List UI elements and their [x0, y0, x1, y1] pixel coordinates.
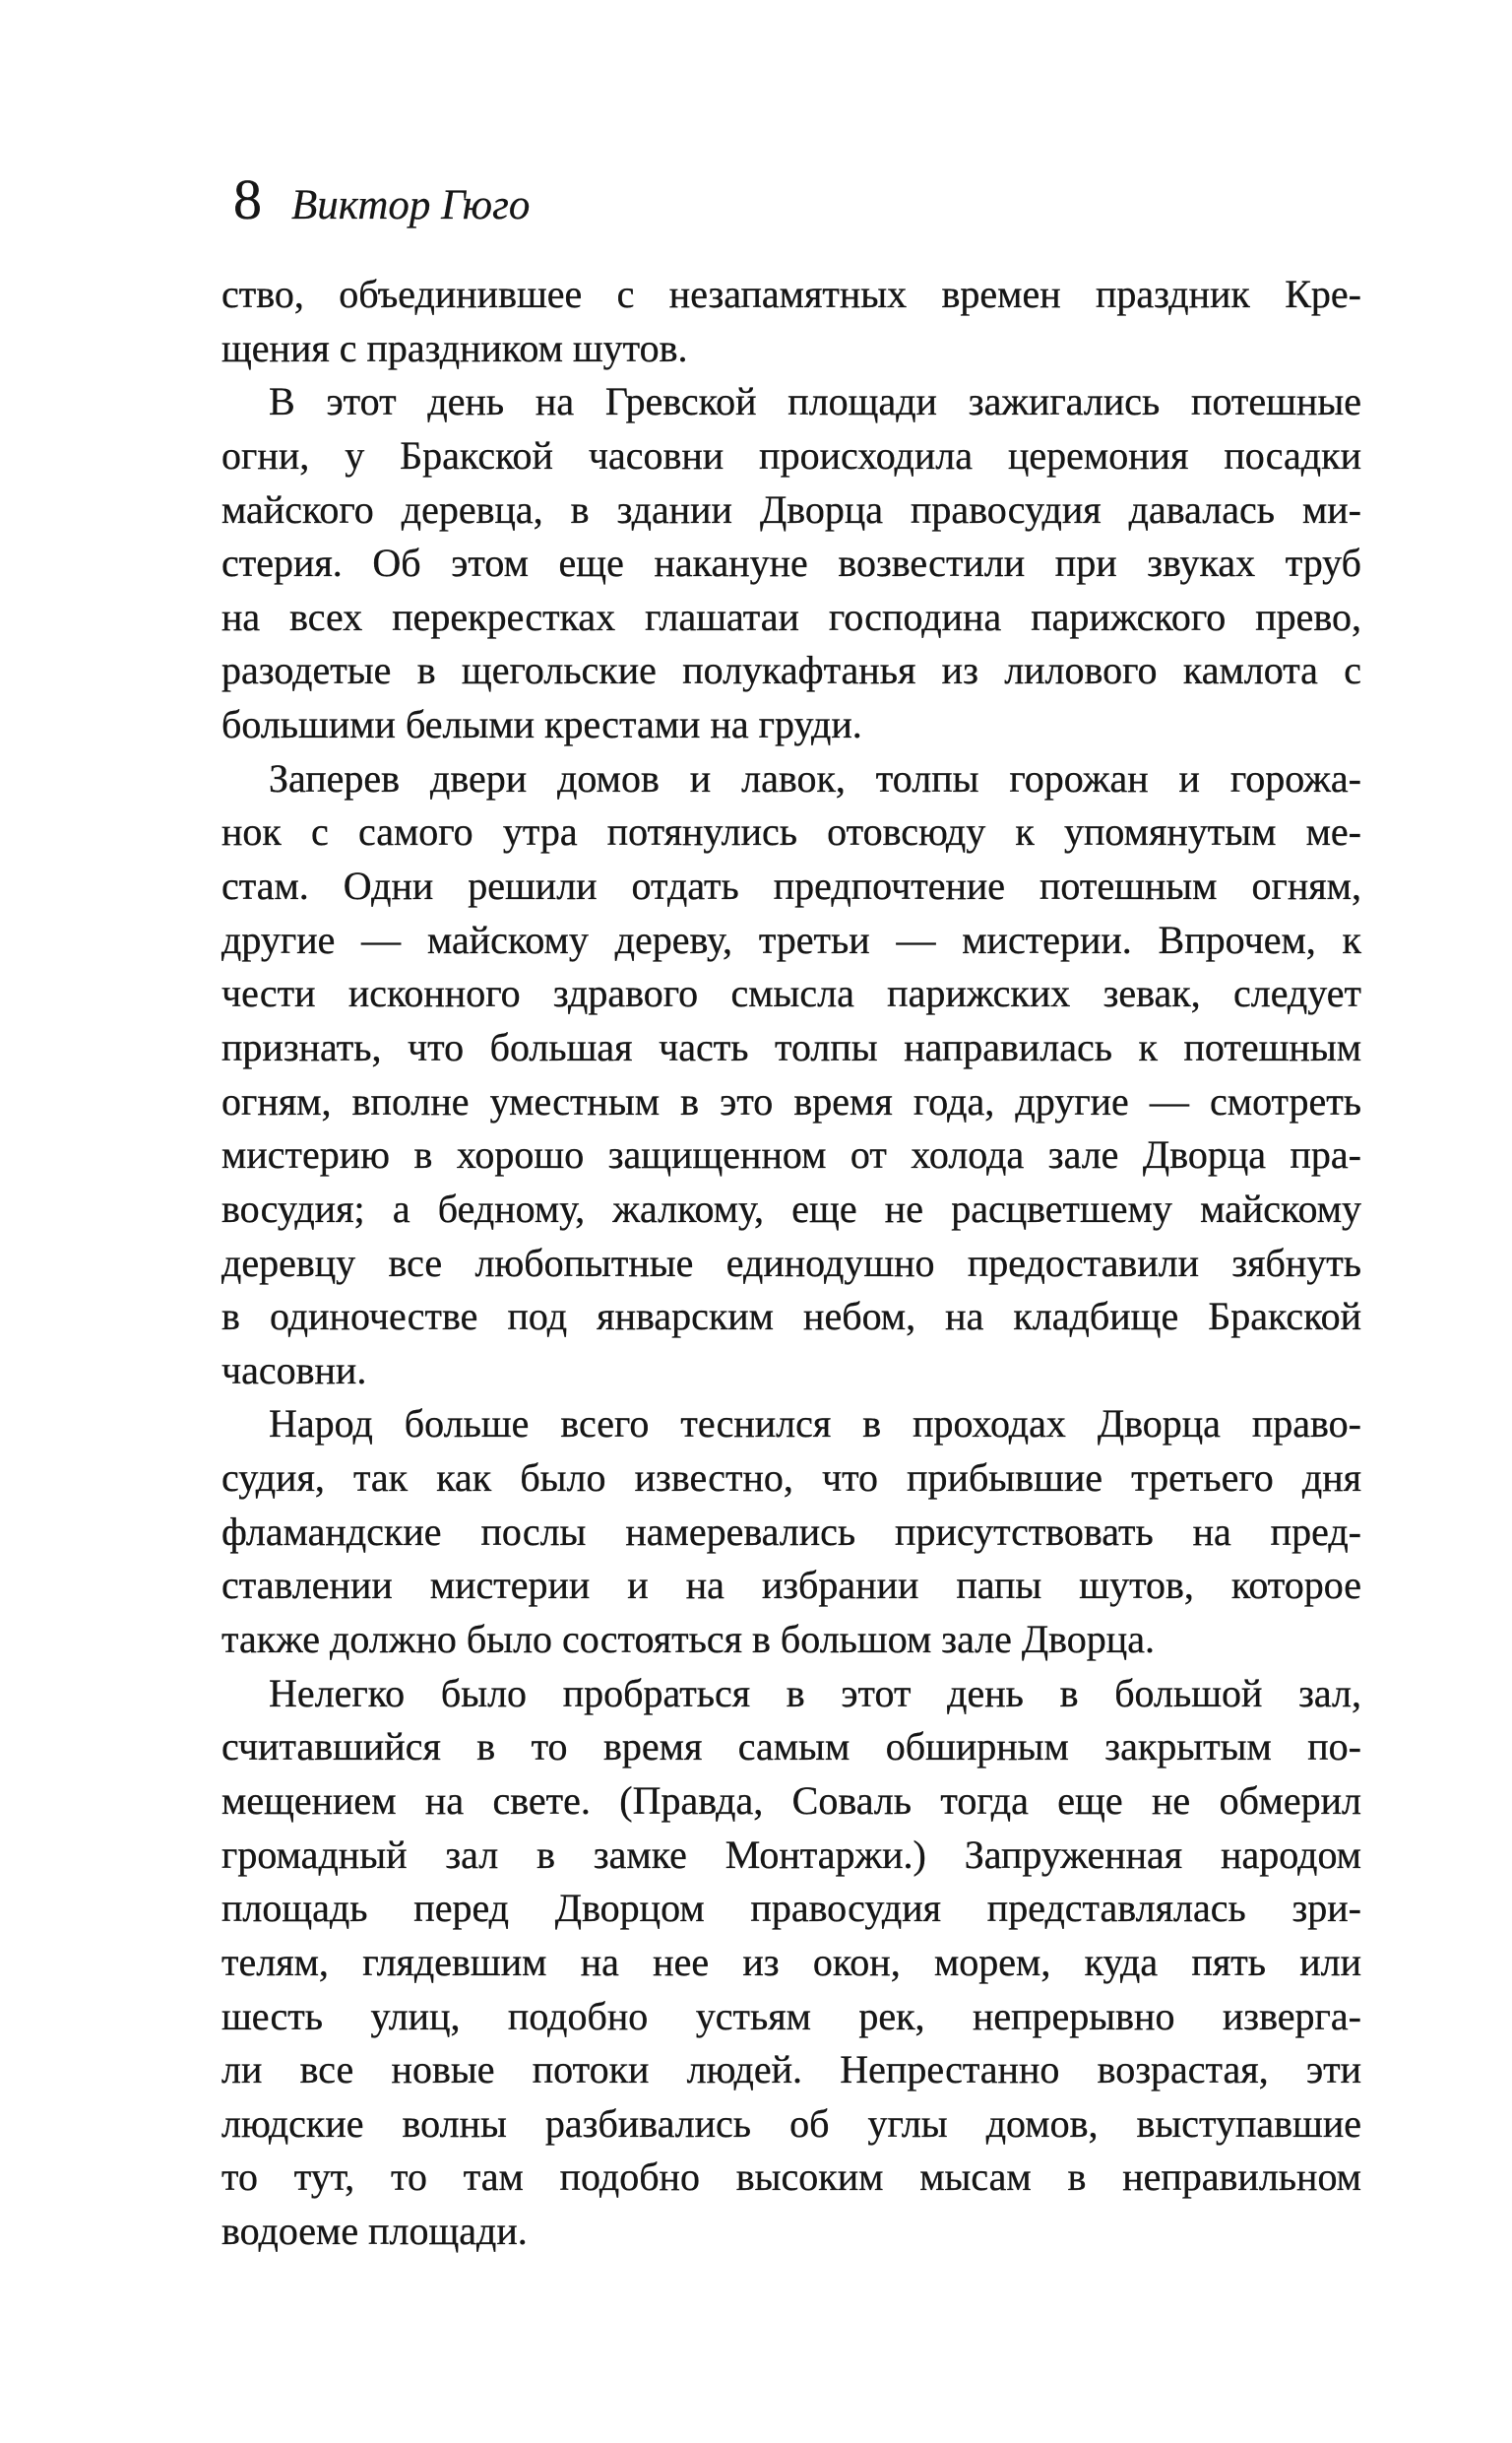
- text-line: признать, что большая часть толпы направилась к потешным: [221, 1024, 1361, 1069]
- text-line: щения с праздником шутов.: [221, 325, 688, 370]
- text-line: также должно было состояться в большом зале Дворца.: [221, 1617, 1155, 1662]
- text-line: восудия; а бедному, жалкому, еще не расцветшему майскому: [221, 1186, 1361, 1231]
- text-line: огни, у Бракской часовни происходила церемония посадки: [221, 432, 1361, 478]
- text-line: ство, объединившее с незапамятных времен праздник Кре-: [221, 272, 1361, 316]
- text-line: в одиночестве под январским небом, на кладбище Бракской: [221, 1294, 1361, 1339]
- text-line: Нелегко было пробраться в этот день в большой зал,: [269, 1670, 1361, 1715]
- text-line: фламандские послы намеревались присутствовать на пред-: [221, 1509, 1361, 1554]
- text-line: мистерию в хорошо защищенном от холода зале Дворца пра-: [221, 1132, 1361, 1178]
- text-line: В этот день на Гревской площади зажигались потешные: [269, 379, 1361, 424]
- text-line: людские волны разбивались об углы домов, выступавшие: [221, 2100, 1361, 2146]
- text-line: считавшийся в то время самым обширным закрытым по-: [221, 1724, 1361, 1769]
- text-line: огням, вполне уместным в это время года, другие — смотреть: [221, 1078, 1361, 1124]
- text-line: мещением на свете. (Правда, Соваль тогда еще не обмерил: [221, 1777, 1361, 1823]
- text-line: деревцу все любопытные единодушно предоставили зябнуть: [221, 1240, 1361, 1285]
- text-line: площадь перед Дворцом правосудия представлялась зри-: [221, 1886, 1361, 1931]
- text-line: чести исконного здравого смысла парижских зевак, следует: [221, 971, 1361, 1016]
- text-line: ставлении мистерии и на избрании папы шутов, которое: [221, 1563, 1361, 1608]
- text-line: другие — майскому дереву, третьи — мистерии. Впрочем, к: [221, 917, 1361, 962]
- text-line: стам. Одни решили отдать предпочтение потешным огням,: [221, 864, 1361, 909]
- text-line: стерия. Об этом еще накануне возвестили при звуках труб: [221, 541, 1361, 586]
- text-line: водоеме площади.: [221, 2209, 528, 2254]
- text-line: громадный зал в замке Монтаржи.) Запруженная народом: [221, 1832, 1361, 1877]
- author-name: Виктор Гюго: [291, 182, 531, 228]
- text-line: Народ больше всего теснился в проходах Дворца право-: [269, 1401, 1361, 1447]
- text-line: на всех перекрестках глашатаи господина парижского прево,: [221, 594, 1361, 639]
- text-line: часовни.: [221, 1347, 367, 1392]
- text-line: судия, так как было известно, что прибывшие третьего дня: [221, 1455, 1361, 1501]
- text-line: большими белыми крестами на груди.: [221, 702, 862, 747]
- text-line: майского деревца, в здании Дворца правосудия давалась ми-: [221, 486, 1361, 532]
- text-line: нок с самого утра потянулись отовсюду к упомянутым ме-: [221, 809, 1361, 855]
- page-body: [221, 268, 1361, 2259]
- text-line: шесть улиц, подобно устьям рек, непрерывно изверга-: [221, 1993, 1361, 2038]
- running-header: [233, 167, 531, 231]
- page-number: 8: [233, 167, 262, 231]
- text-line: разодетые в щегольские полукафтанья из лилового камлота с: [221, 648, 1361, 693]
- text-line: телям, глядевшим на нее из окон, морем, куда пять или: [221, 1939, 1361, 1984]
- text-line: ли все новые потоки людей. Непрестанно возрастая, эти: [221, 2047, 1361, 2092]
- text-line: Заперев двери домов и лавок, толпы горожан и горожа-: [269, 755, 1361, 801]
- text-line: то тут, то там подобно высоким мысам в неправильном: [221, 2154, 1361, 2200]
